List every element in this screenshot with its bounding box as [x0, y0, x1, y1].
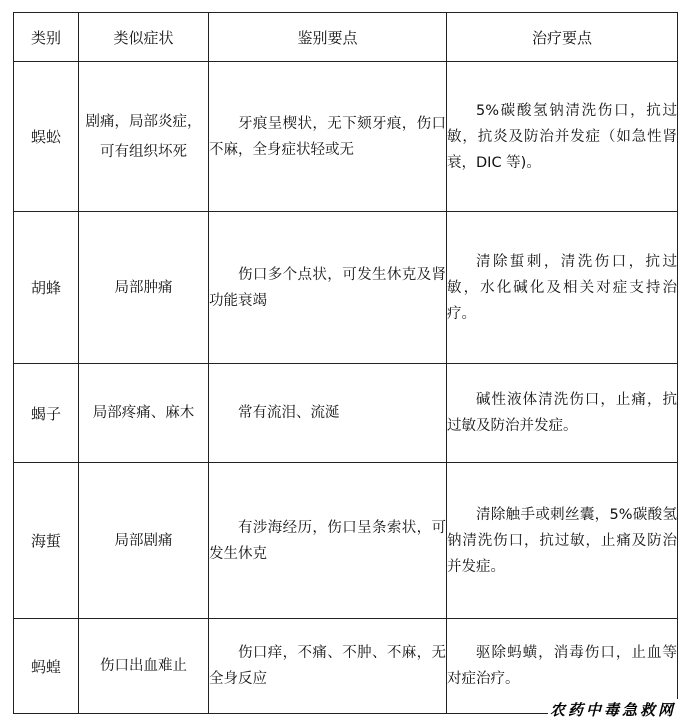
cell-differentiation [209, 62, 447, 212]
cell-symptoms: 局部疼痛、麻木 [79, 364, 209, 463]
table-row [14, 364, 678, 463]
treatment-text: 5%碳酸氢钠清洗伤口，抗过敏，抗炎及防治并发症（如急性肾衰，DIC 等)。 [447, 102, 677, 171]
cell-differentiation [209, 212, 447, 364]
treatment-text: 清除蜇刺，清洗伤口，抗过敏，水化碱化及相关对症支持治疗。 [447, 253, 677, 322]
differentiation-text: 伤口痒，不痛、不肿、不麻，无全身反应 [209, 645, 446, 687]
differentiation-text: 伤口多个点状，可发生休克及肾功能衰竭 [209, 266, 446, 309]
cell-treatment [447, 364, 678, 463]
differentiation-text: 牙痕呈楔状，无下颏牙痕，伤口不麻，全身症状轻或无 [209, 115, 446, 158]
differentiation-text: 有涉海经历，伤口呈条索状，可发生休克 [209, 519, 446, 562]
cell-differentiation [209, 364, 447, 463]
cell-differentiation [209, 619, 447, 714]
header-treatment: 治疗要点 [447, 13, 678, 62]
differentiation-text: 常有流泪、流涎 [238, 405, 340, 421]
differential-diagnosis-table [13, 12, 678, 714]
treatment-text: 清除触手或刺丝囊，5%碳酸氢钠清洗伤口，抗过敏，止痛及防治并发症。 [447, 506, 677, 575]
cell-category: 蚂蝗 [14, 619, 79, 714]
treatment-text: 驱除蚂蟥，消毒伤口，止血等对症治疗。 [447, 645, 677, 687]
table-row [14, 212, 678, 364]
cell-differentiation [209, 463, 447, 619]
cell-treatment [447, 463, 678, 619]
cell-category: 蝎子 [14, 364, 79, 463]
cell-category: 蜈蚣 [14, 62, 79, 212]
cell-symptoms: 局部肿痛 [79, 212, 209, 364]
cell-symptoms: 剧痛，局部炎症，可有组织坏死 [79, 62, 209, 212]
table-row [14, 463, 678, 619]
cell-symptoms: 局部剧痛 [79, 463, 209, 619]
site-watermark: 农药中毒急救网 [549, 701, 676, 719]
cell-category: 胡蜂 [14, 212, 79, 364]
header-differentiation: 鉴别要点 [209, 13, 447, 62]
cell-symptoms: 伤口出血难止 [79, 619, 209, 714]
cell-category: 海蜇 [14, 463, 79, 619]
cell-treatment [447, 212, 678, 364]
header-row [14, 13, 678, 62]
header-category: 类别 [14, 13, 79, 62]
table-row [14, 62, 678, 212]
cell-treatment [447, 62, 678, 212]
treatment-text: 碱性液体清洗伤口，止痛，抗过敏及防治并发症。 [447, 392, 677, 434]
header-symptoms: 类似症状 [79, 13, 209, 62]
